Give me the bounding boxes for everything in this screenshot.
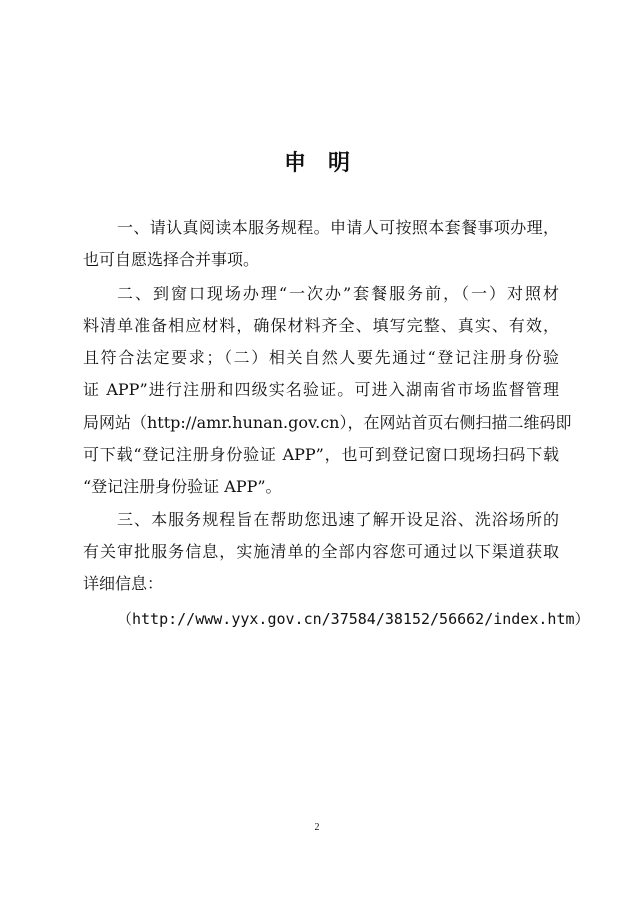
info-url: （http://www.yyx.gov.cn/37584/38152/56662/index.htm） <box>117 610 590 628</box>
paragraph-2-line: 证 APP”进行注册和四级实名验证。可进入湖南省市场监督管理 <box>83 380 559 399</box>
paragraph-2-line: “登记注册身份验证 APP”。 <box>83 477 282 496</box>
paragraph-2-line: 料清单准备相应材料，确保材料齐全、填写完整、真实、有效， <box>83 316 559 335</box>
page-title: 申明 <box>283 151 372 176</box>
paragraph-3-line: 详细信息： <box>83 574 164 593</box>
paragraph-2-line: 二、到窗口现场办理“一次办”套餐服务前，（一）对照材 <box>117 284 559 303</box>
paragraph-3-line: 有关审批服务信息，实施清单的全部内容您可通过以下渠道获取 <box>83 542 559 561</box>
page-number: 2 <box>314 822 320 833</box>
paragraph-2-line: 可下载“登记注册身份验证 APP”，也可到登记窗口现场扫码下载 <box>83 445 559 464</box>
paragraph-1-line: 也可自愿选择合并事项。 <box>83 250 260 269</box>
paragraph-1-line: 一、请认真阅读本服务规程。申请人可按照本套餐事项办理， <box>117 218 559 237</box>
paragraph-2-line: 且符合法定要求；（二）相关自然人要先通过“登记注册身份验 <box>83 348 559 367</box>
paragraph-3-line: 三、本服务规程旨在帮助您迅速了解开设足浴、洗浴场所的 <box>117 510 559 529</box>
paragraph-2-line: 局网站（http://amr.hunan.gov.cn），在网站首页右侧扫描二维码即 <box>83 413 572 432</box>
